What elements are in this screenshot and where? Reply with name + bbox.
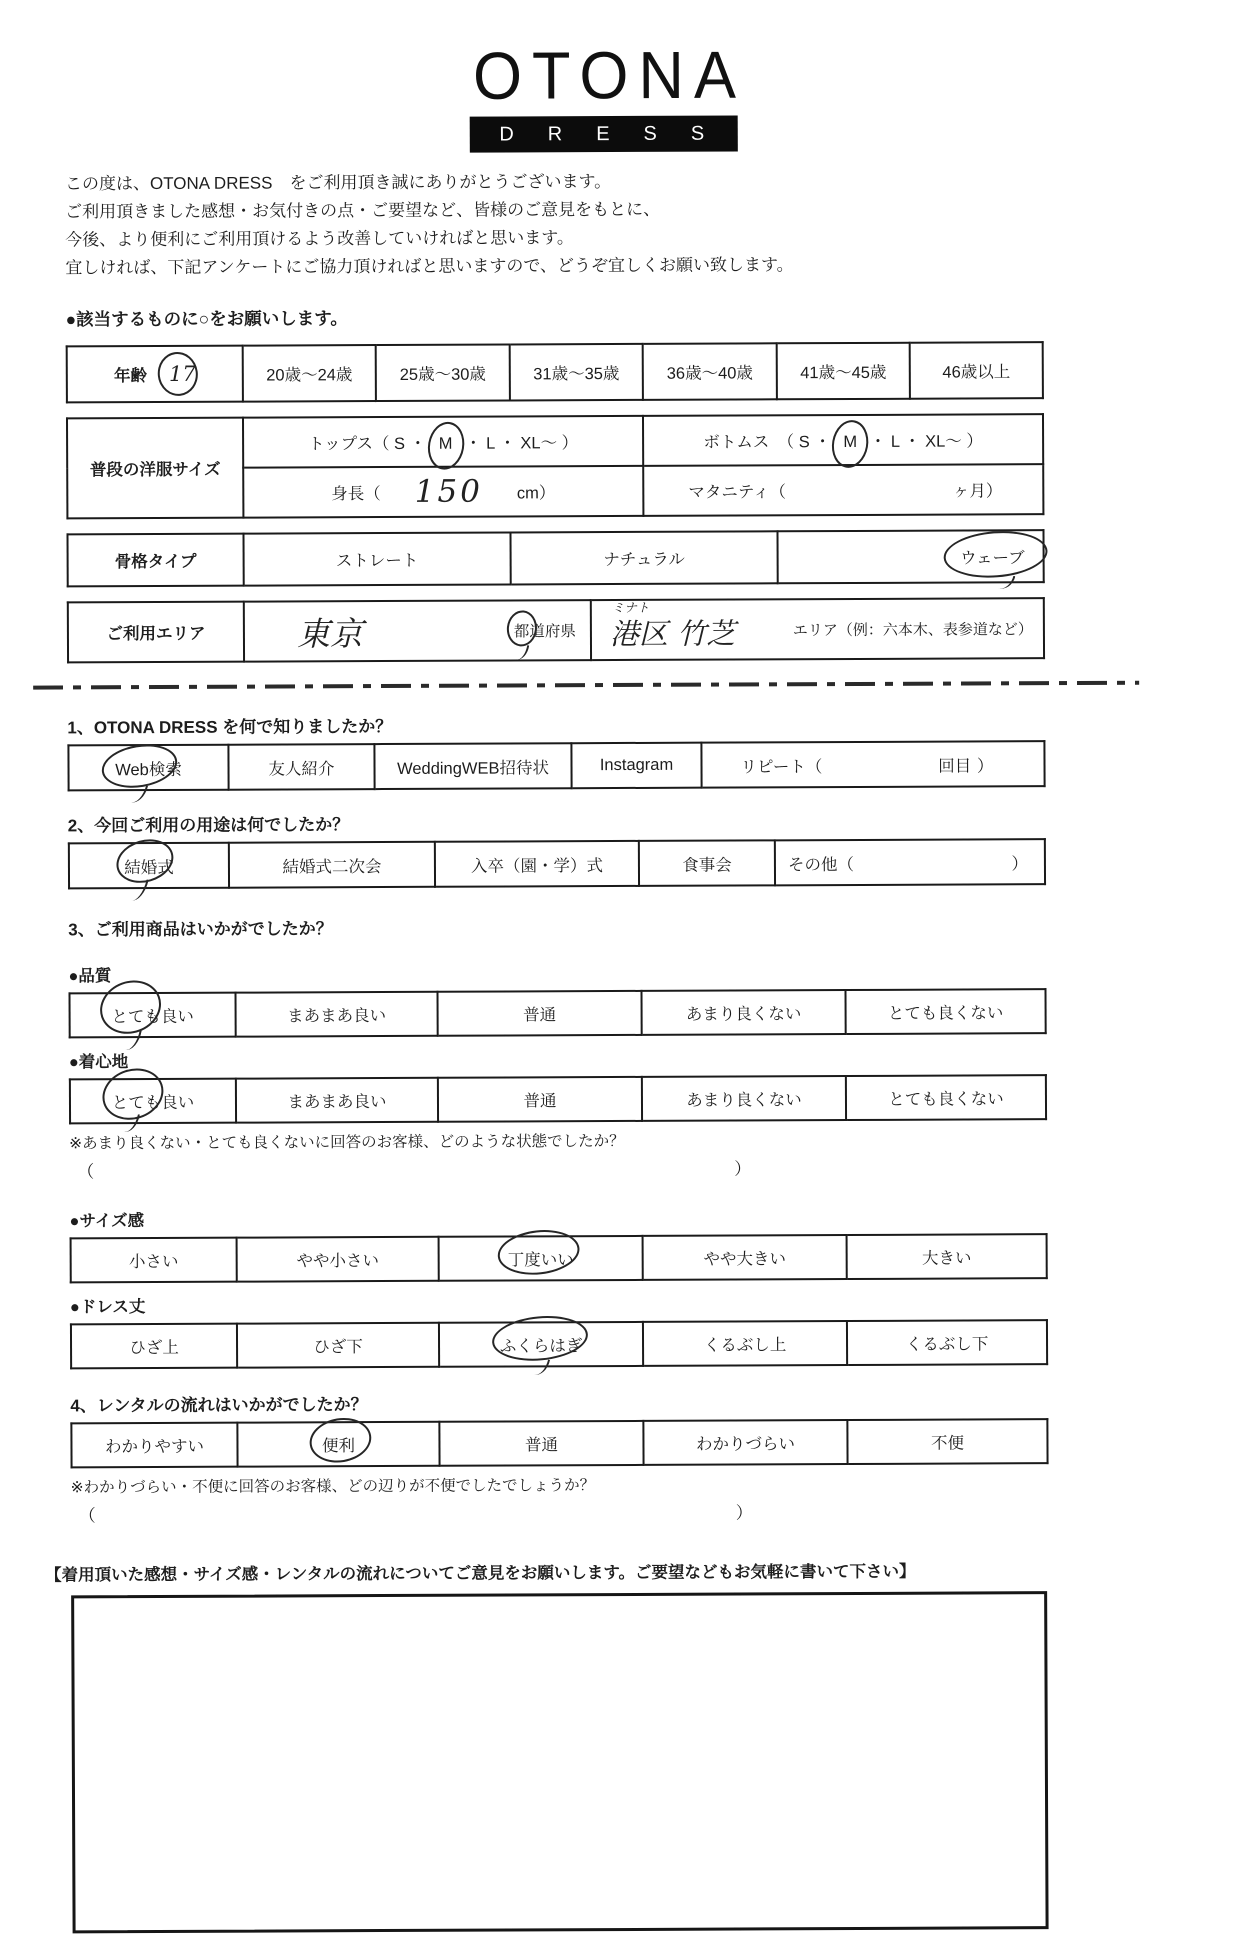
logo-subtitle: DRESS <box>499 121 739 146</box>
skeleton-header-cell: 骨格タイプ <box>67 534 243 587</box>
usage-area-table <box>67 597 1045 663</box>
q1-option-cell: WeddingWEB招待状 <box>374 743 571 789</box>
open-paren: （ <box>77 1162 95 1182</box>
handwritten-age: 17 <box>169 362 196 386</box>
fit-option-cell: 大きい <box>847 1234 1047 1279</box>
comfort-option-cell: とても良くない <box>846 1075 1046 1120</box>
q1-option-cell <box>68 745 228 791</box>
size-header-cell: 普段の洋服サイズ <box>67 418 243 519</box>
q2-option-cell: 結婚式二次会 <box>229 842 435 888</box>
bottoms-cell <box>643 414 1043 466</box>
age-label: 年齢 <box>113 367 147 386</box>
handwritten-city-furigana: ミナト <box>611 599 650 615</box>
handwritten-prefecture: 東京 <box>296 613 364 653</box>
q4-title: 4、レンタルの流れはいかがでしたか？ <box>70 1395 368 1416</box>
q4-option-cell: わかりづらい <box>643 1420 847 1465</box>
maternity-label: マタニティ（ <box>688 483 787 502</box>
logo-title: OTONA <box>472 38 747 114</box>
circle-tail <box>999 573 1016 592</box>
q4-note: ※わかりづらい・不便に回答のお客様、どの辺りが不便でしたでしょうか？ <box>70 1477 596 1497</box>
quality-option-cell: 普通 <box>437 991 641 1036</box>
skeleton-selected: ウェーブ <box>960 544 1025 568</box>
age-option-cell: 31歳～35歳 <box>510 344 643 401</box>
tops-size-selected: M <box>431 435 461 454</box>
tops-suffix: ・ L ・ XL～ ） <box>465 434 579 453</box>
open-paren: （ <box>78 1506 96 1526</box>
q4-table <box>70 1418 1048 1468</box>
q2-option-cell <box>69 843 229 889</box>
other-suffix: ） <box>1011 854 1028 873</box>
q4-option-cell: わかりやすい <box>71 1423 237 1468</box>
prefecture-cell <box>244 600 591 662</box>
circle-tail <box>534 1357 550 1377</box>
height-unit: cm） <box>516 484 556 503</box>
bottoms-suffix: ・ L ・ XL～ ） <box>869 432 983 451</box>
prefecture-unit-selected: 都 <box>514 619 530 641</box>
age-option-cell: 41歳～45歳 <box>777 343 910 400</box>
bad-answer-blank <box>69 1154 759 1183</box>
age-option-cell: 36歳～40歳 <box>643 343 777 400</box>
repeat-prefix: リピート（ <box>740 757 823 776</box>
q2-option-cell: 入卒（園・学）式 <box>435 841 639 887</box>
area-header-cell: ご利用エリア <box>68 602 244 663</box>
height-label: 身長（ <box>331 485 381 504</box>
skeleton-option-cell: ナチュラル <box>510 531 777 584</box>
q2-option-cell: 食事会 <box>639 840 775 886</box>
logo <box>469 39 749 152</box>
skeleton-type-table <box>66 529 1044 587</box>
tops-prefix: トップス（ S ・ <box>308 434 427 454</box>
clothing-size-table <box>66 413 1044 519</box>
q2-table <box>68 838 1046 889</box>
instruction-text: ●該当するものに○をお願いします。 <box>65 308 348 330</box>
bottoms-prefix: ボトムス （ S ・ <box>703 433 831 452</box>
area-hint: エリア（例：六本木、表参道など） <box>792 620 1033 639</box>
circle-tail <box>132 877 149 903</box>
handwritten-height: 150 <box>414 473 483 510</box>
height-cell <box>243 466 643 518</box>
logo-bar <box>470 115 738 152</box>
age-option-cell: 46歳以上 <box>910 342 1043 399</box>
handwritten-city: ミナト 港区 竹芝 <box>609 599 736 651</box>
quality-selected: とても良い <box>111 1003 194 1027</box>
circle-tail <box>131 782 148 805</box>
length-selected: ふくらはぎ <box>500 1332 583 1356</box>
circle-tail <box>517 644 530 661</box>
other-prefix: その他（ <box>787 855 854 874</box>
intro-paragraph <box>65 166 1171 283</box>
tops-cell <box>243 416 643 468</box>
quality-option-cell <box>70 993 236 1038</box>
age-header-cell <box>67 346 243 403</box>
q4-option-cell: 普通 <box>439 1421 643 1466</box>
fit-option-cell: やや大きい <box>643 1235 847 1280</box>
intro-line: ご利用頂きました感想・お気付きの点・ご要望など、皆様のご意見をもとに、 <box>65 199 661 222</box>
length-option-cell: くるぶし上 <box>643 1321 847 1366</box>
length-option-cell: ひざ下 <box>237 1323 439 1368</box>
fit-option-cell: やや小さい <box>237 1237 439 1282</box>
q1-option-cell: Instagram <box>571 743 701 789</box>
quality-label: ●品質 <box>68 967 112 986</box>
fit-option-cell <box>439 1236 643 1281</box>
comfort-selected: とても良い <box>112 1089 195 1113</box>
comfort-table <box>69 1074 1047 1124</box>
q1-repeat-cell <box>701 741 1044 787</box>
comment-section-title: 【着用頂いた感想・サイズ感・レンタルの流れについてご意見をお願いします。ご要望などもお気軽に書いて下さい】 <box>45 1562 916 1585</box>
q4-selected: 便利 <box>322 1432 355 1456</box>
length-option-cell <box>439 1322 643 1367</box>
repeat-mid: 回目 <box>938 756 972 776</box>
intro-line: 宜しければ、下記アンケートにご協力頂ければと思いますので、どうぞ宜しくお願い致します。 <box>65 255 794 278</box>
age-option-cell: 20歳～24歳 <box>243 345 376 402</box>
repeat-suffix: ） <box>976 756 994 775</box>
quality-option-cell: とても良くない <box>845 989 1045 1034</box>
maternity-unit: ヶ月） <box>952 482 1003 501</box>
fit-table <box>70 1233 1048 1283</box>
close-paren: ） <box>734 1159 752 1179</box>
comment-box <box>71 1591 1048 1933</box>
bad-answer-note: ※あまり良くない・とても良くないに回答のお客様、どのような状態でしたか？ <box>69 1132 625 1153</box>
comfort-option-cell: まあまあ良い <box>236 1078 438 1123</box>
bottoms-size-selected: M <box>835 433 865 452</box>
skeleton-option-cell <box>777 530 1043 583</box>
quality-option-cell: あまり良くない <box>641 990 845 1035</box>
length-label: ●ドレス丈 <box>69 1298 146 1317</box>
length-option-cell: くるぶし下 <box>847 1320 1047 1365</box>
length-option-cell: ひざ上 <box>71 1324 237 1369</box>
quality-table <box>68 988 1046 1038</box>
comfort-label: ●着心地 <box>68 1053 129 1072</box>
comfort-option-cell: あまり良くない <box>642 1076 846 1121</box>
q2-selected: 結婚式 <box>124 853 174 877</box>
fit-selected: 丁度いい <box>508 1246 574 1270</box>
comfort-option-cell <box>70 1079 236 1124</box>
q1-title: 1、OTONA DRESS を何で知りましたか？ <box>67 716 393 738</box>
city-cell <box>591 598 1044 660</box>
q2-title: 2、今回ご利用の用途は何でしたか？ <box>67 815 350 836</box>
close-paren: ） <box>735 1503 753 1523</box>
comfort-option-cell: 普通 <box>438 1077 642 1122</box>
q2-other-cell <box>775 839 1045 885</box>
length-table <box>70 1319 1048 1369</box>
prefecture-unit-rest: 道府県 <box>529 623 576 641</box>
quality-option-cell: まあまあ良い <box>236 992 438 1037</box>
maternity-cell <box>643 464 1043 516</box>
q1-table <box>67 740 1045 791</box>
fit-option-cell: 小さい <box>71 1238 237 1283</box>
q4-option-cell: 不便 <box>847 1419 1047 1464</box>
q1-option-cell: 友人紹介 <box>228 744 374 790</box>
fit-label: ●サイズ感 <box>69 1212 145 1231</box>
intro-line: この度は、OTONA DRESS をご利用頂き誠にありがとうございます。 <box>64 172 612 194</box>
age-option-cell: 25歳～30歳 <box>376 344 510 401</box>
dashed-separator <box>33 681 1139 690</box>
skeleton-option-cell: ストレート <box>243 532 510 585</box>
q4-option-cell <box>237 1422 439 1467</box>
q4-blank <box>71 1498 761 1527</box>
age-table <box>66 341 1044 403</box>
intro-line: 今後、より便利にご利用頂けるよう改善していければと思います。 <box>65 228 574 250</box>
q1-selected: Web検索 <box>115 755 182 779</box>
q3-title: 3、ご利用商品はいかがでしたか？ <box>68 919 333 940</box>
